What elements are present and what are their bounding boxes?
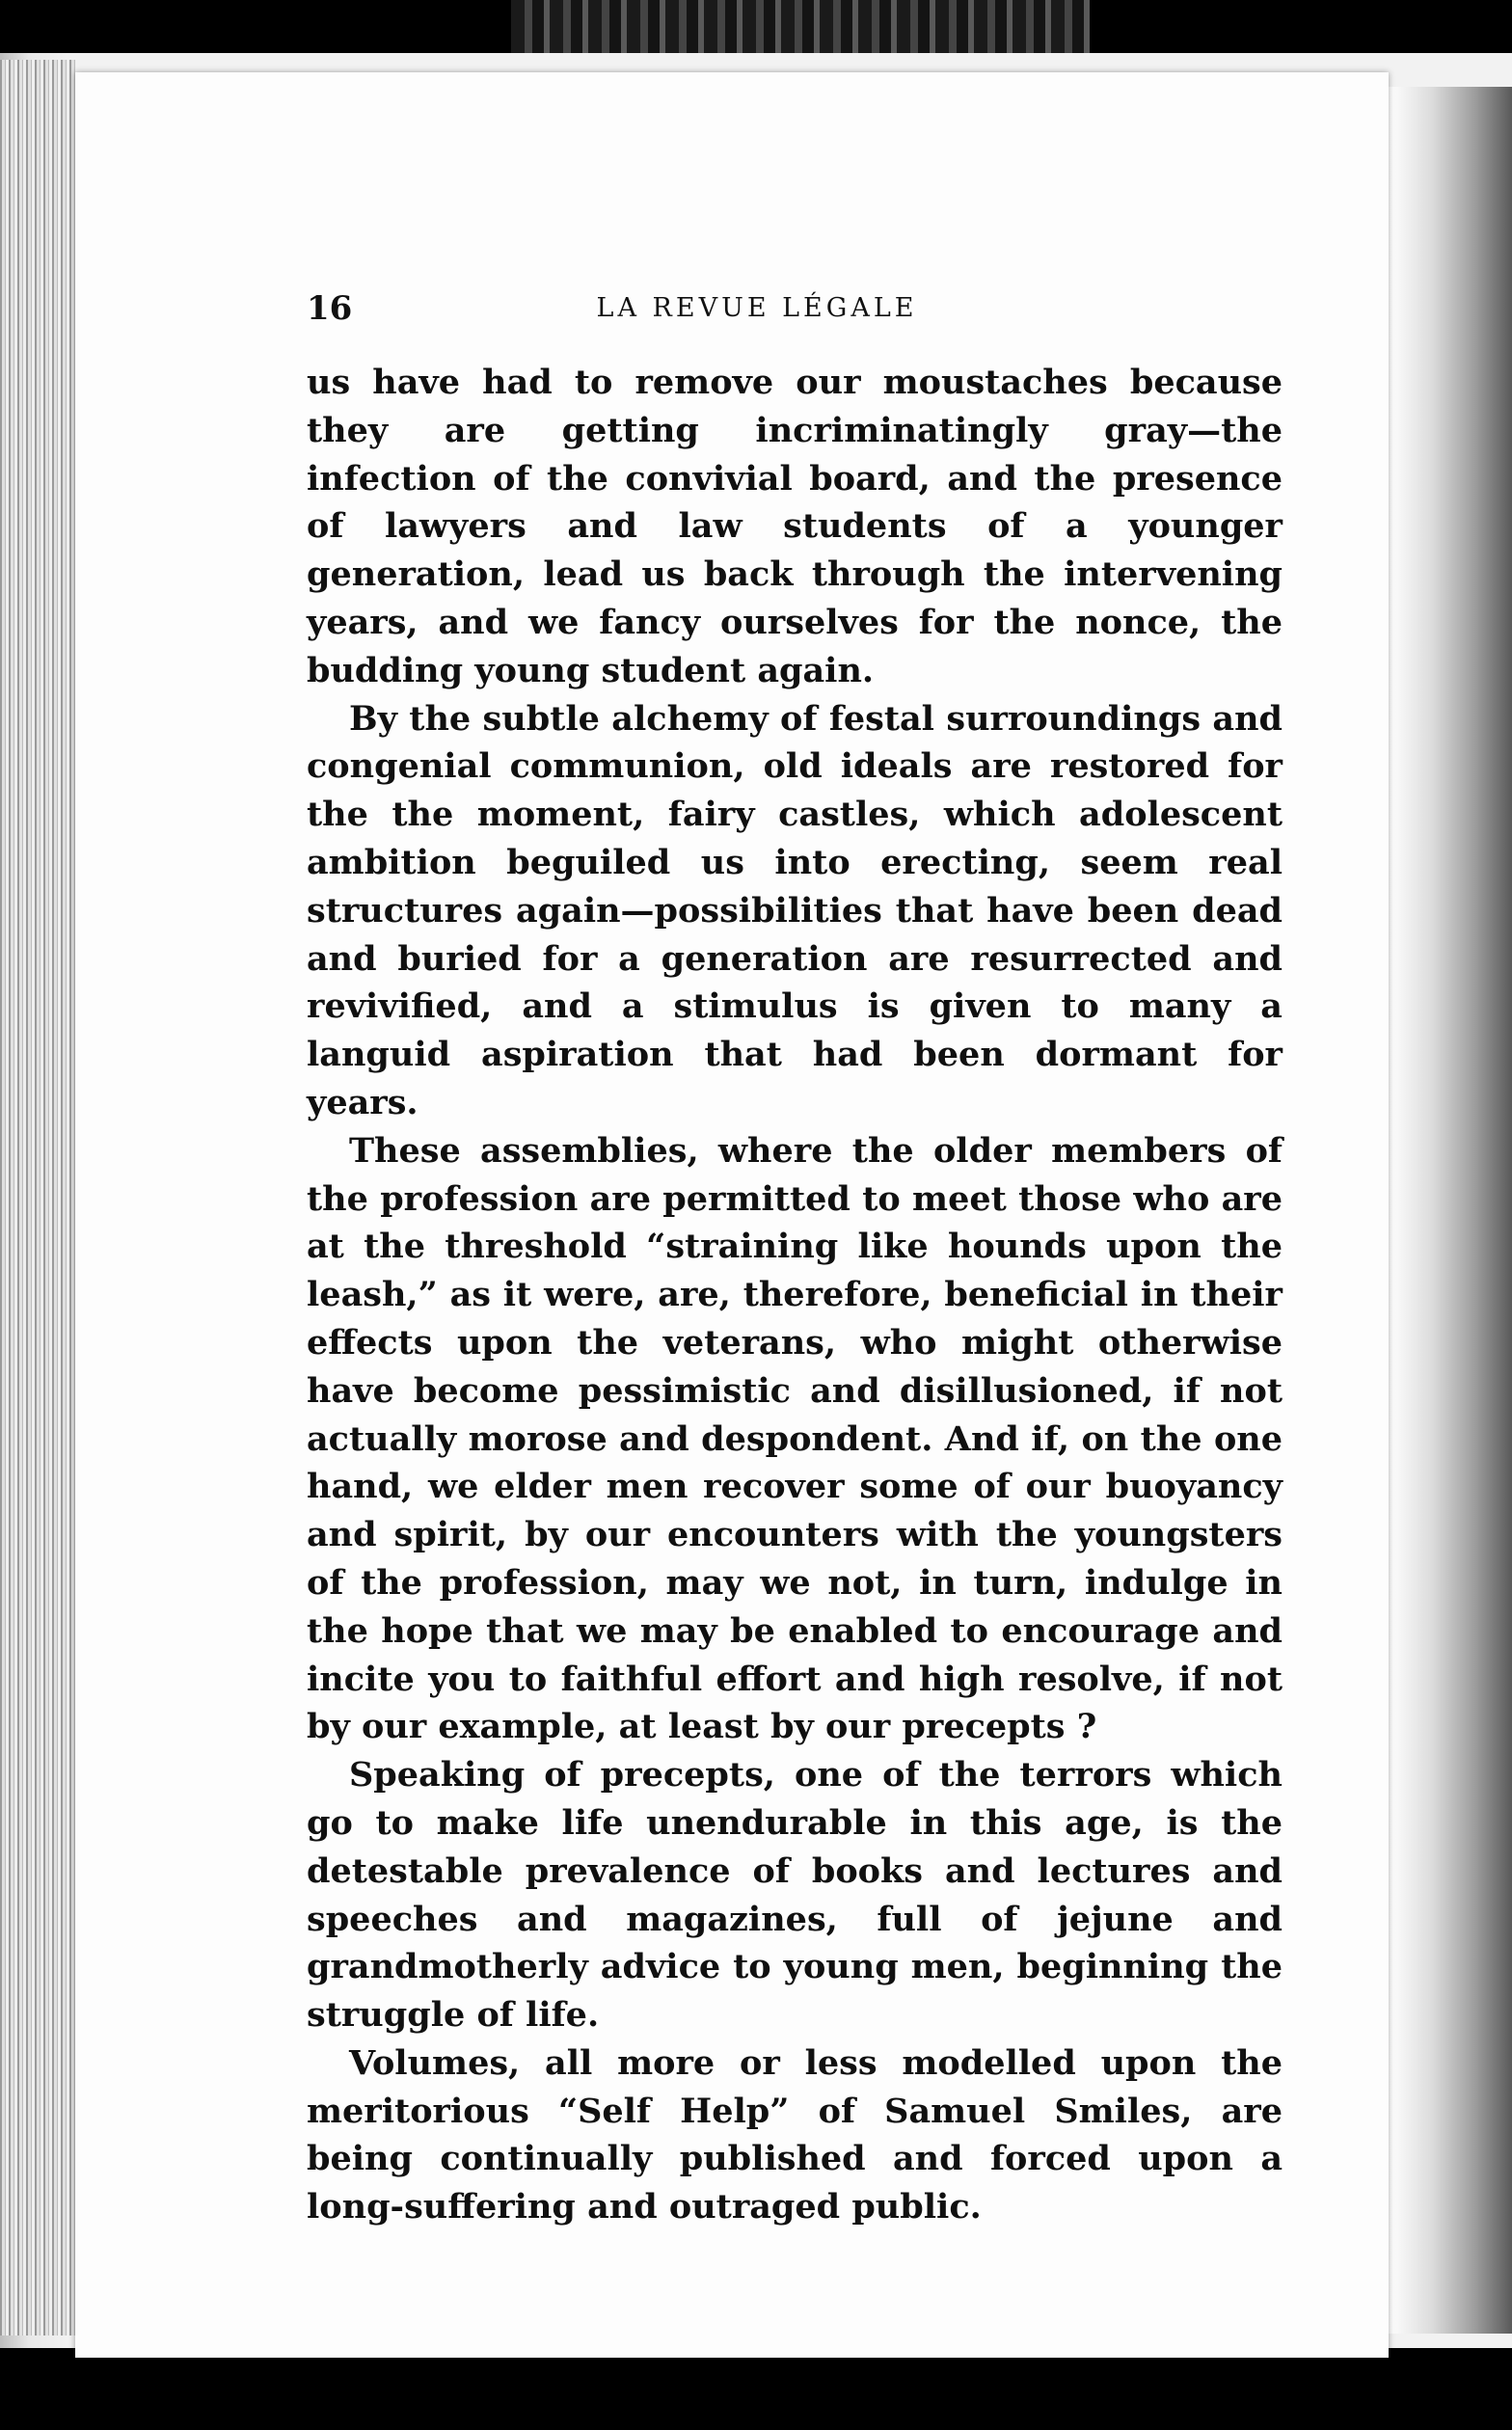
page-edges-stack xyxy=(0,60,75,2336)
page-number: 16 xyxy=(307,289,353,328)
paragraph: Volumes, all more or less modelled upon the meritorious “Self Help” of Samuel Smiles, are being continually published and forced upon a long-suffering and outraged public. xyxy=(307,2042,1282,2228)
book-spine-strip xyxy=(511,0,1090,60)
paragraph: These assemblies, where the older members of the profession are permitted to meet those who are at the threshold “straining like hounds upon the leash,” as it were, are, therefore, beneficial in their effects upon the veterans, who might otherwise have become pessimistic and disillusioned, if not actually morose and despondent. And if, on the one hand, we elder men recover some of our buoyancy and spirit, by our encounters with the youngsters of the profession, may we not, in turn, indulge in the hope that we may be enabled to encourage and incite you to faithful effort and high resolve, if not by our example, at least by our precepts ? xyxy=(307,1130,1282,1747)
paragraph: By the subtle alchemy of festal surroundings and congenial communion, old ideals are restored for the the moment, fairy castles, which adolescent ambition beguiled us into erecting, seem real structures again—possibilities that have been dead and buried for a generation are resurrected and revivified, and a stimulus is given to many a languid aspiration that had been dormant for years. xyxy=(307,698,1282,1122)
running-title: LA REVUE LÉGALE xyxy=(596,293,918,323)
body-text xyxy=(307,359,1282,2231)
right-page-shadow xyxy=(1389,87,1512,2334)
running-head xyxy=(231,280,1282,328)
paragraph: Speaking of precepts, one of the terrors which go to make life unendurable in this age, is the detestable prevalence of books and lectures and speeches and magazines, full of jejune and grandmotherly advice to young men, beginning the struggle of life. xyxy=(307,1755,1282,2036)
paragraph: us have had to remove our moustaches because they are getting incriminatingly gray—the infection of the convivial board, and the presence of lawyers and law students of a younger generation, lead us back through the intervening years, and we fancy ourselves for the nonce, the budding young student again. xyxy=(307,363,1282,690)
